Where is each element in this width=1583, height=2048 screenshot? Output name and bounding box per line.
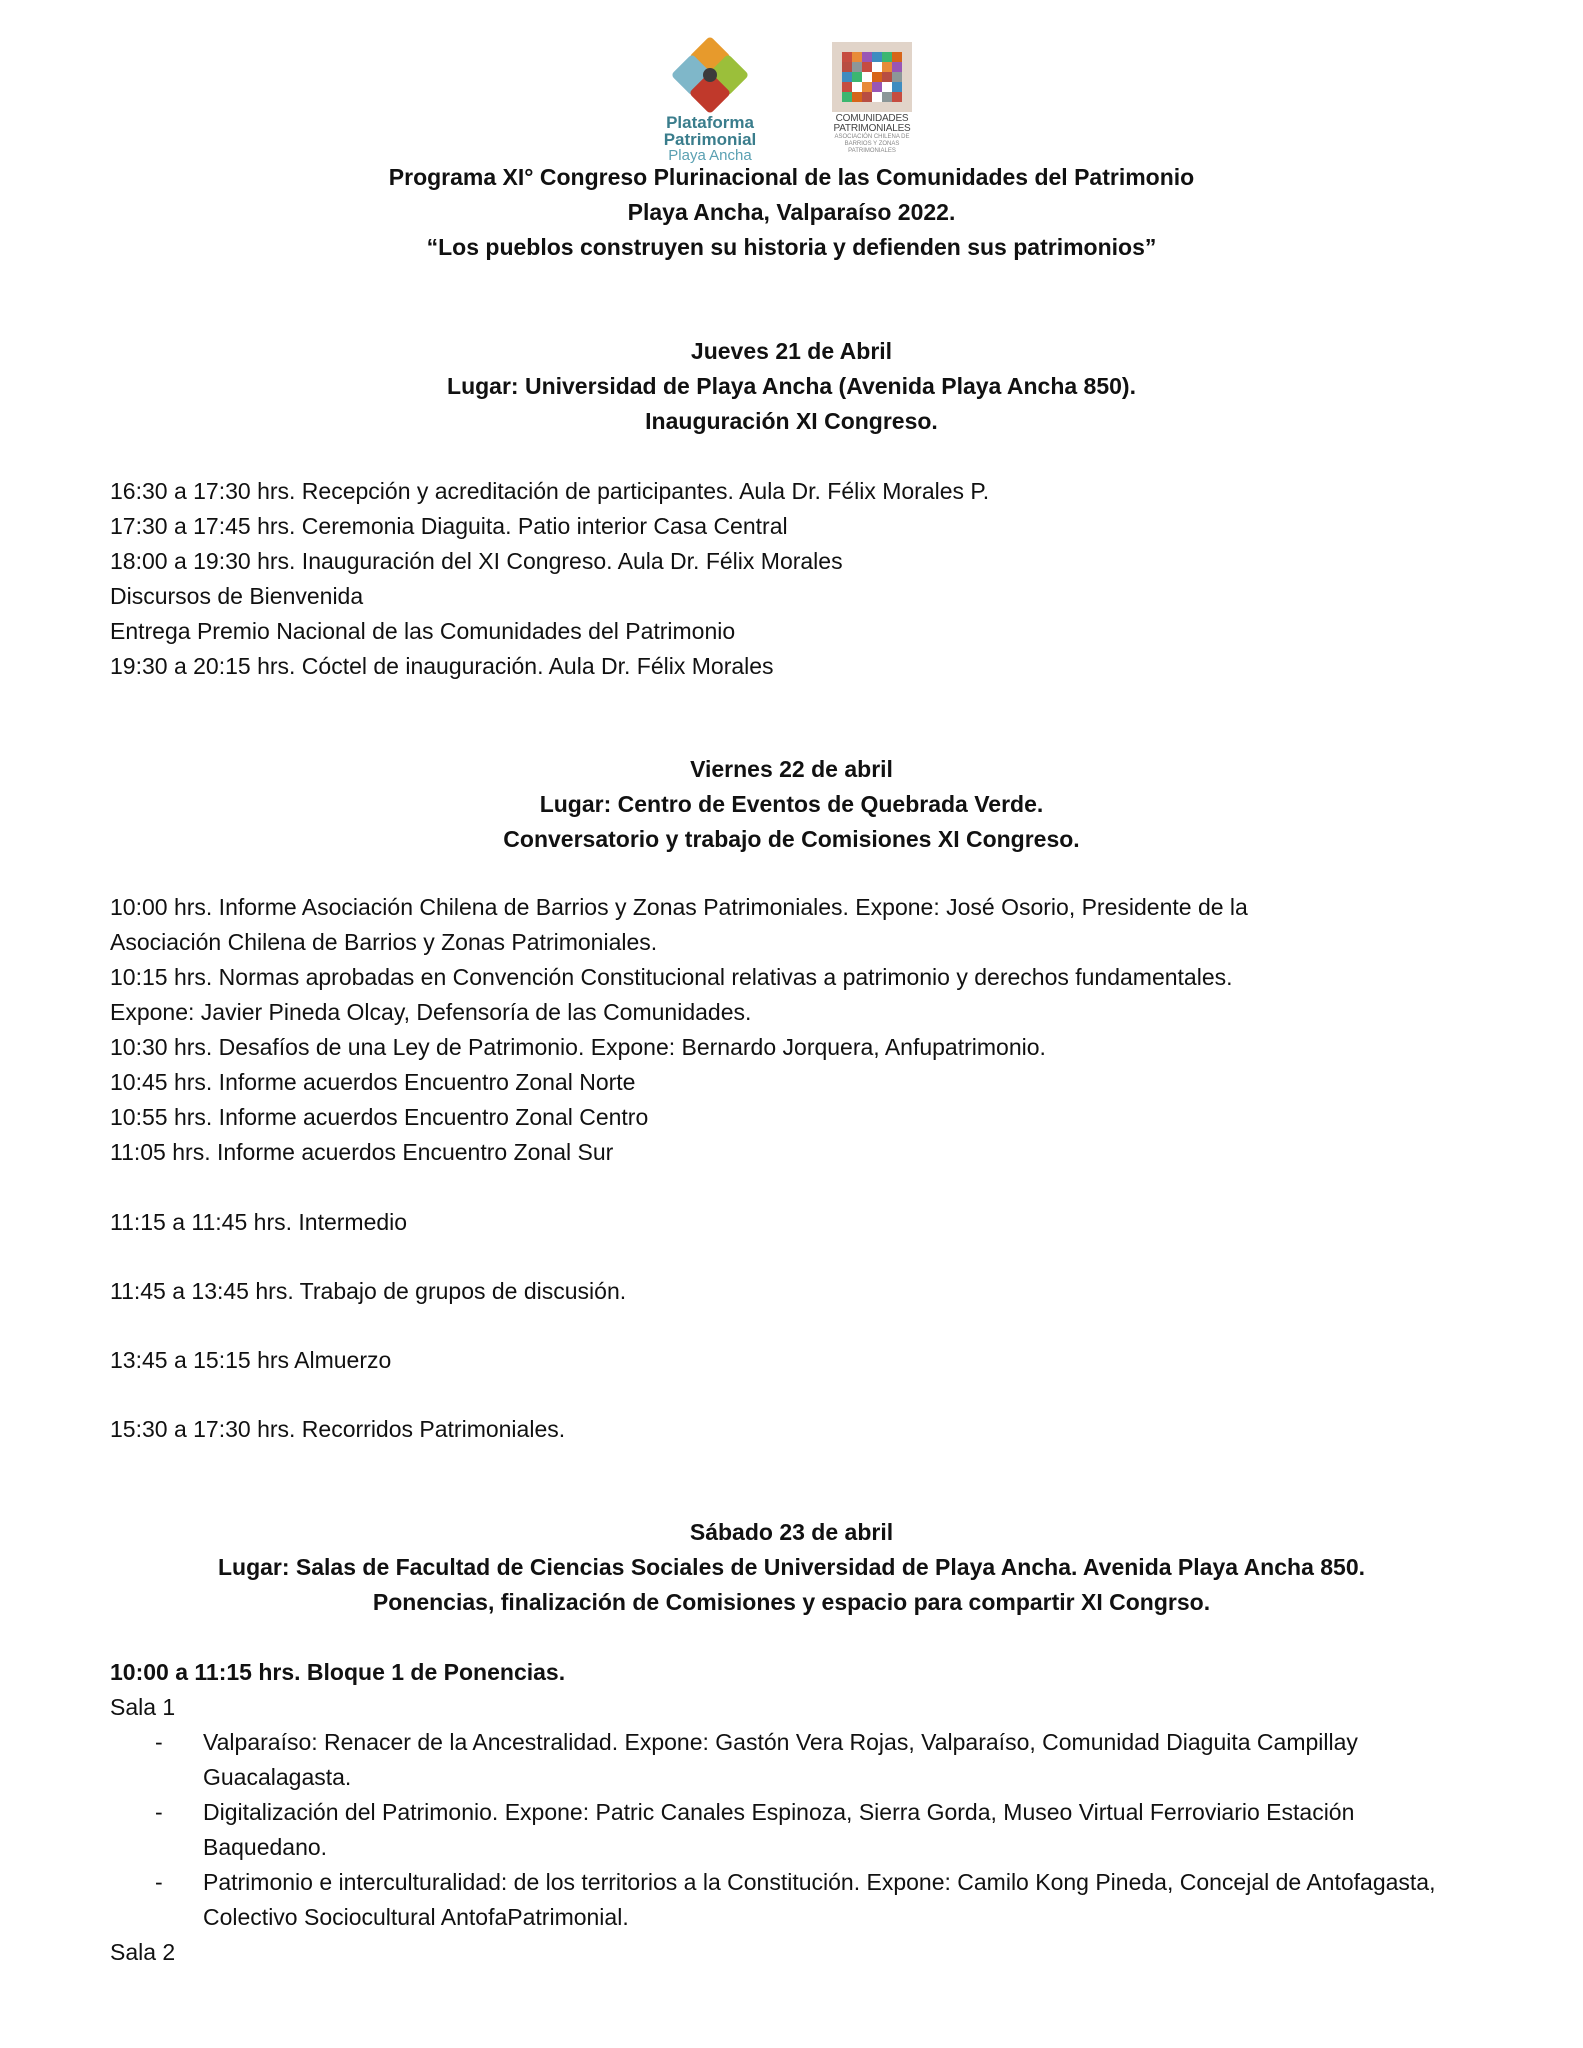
mosaic-cell xyxy=(842,42,852,52)
mosaic-cell xyxy=(872,72,882,82)
mosaic-cell xyxy=(902,42,912,52)
talk-item: Digitalización del Patrimonio. Expone: Patric Canales Espinoza, Sierra Gorda, Museo Virtual Ferroviario Estación Baquedano. xyxy=(203,1799,1355,1860)
day1-place: Lugar: Universidad de Playa Ancha (Avenida Playa Ancha 850). xyxy=(447,373,1136,399)
mosaic-cell xyxy=(902,92,912,102)
mosaic-cell xyxy=(892,72,902,82)
cut-off-line xyxy=(203,2030,843,2048)
mosaic-cell xyxy=(862,92,872,102)
mosaic-cell xyxy=(892,62,902,72)
schedule-item: 10:55 hrs. Informe acuerdos Encuentro Zonal Centro xyxy=(110,1104,649,1130)
schedule-groups: 11:45 a 13:45 hrs. Trabajo de grupos de discusión. xyxy=(110,1278,627,1304)
block1-heading: 10:00 a 11:15 hrs. Bloque 1 de Ponencias. xyxy=(110,1659,566,1685)
mosaic-cell xyxy=(882,42,892,52)
day2-subtitle: Conversatorio y trabajo de Comisiones XI Congreso. xyxy=(503,826,1080,852)
mosaic-cell xyxy=(892,52,902,62)
mosaic-cell xyxy=(842,82,852,92)
schedule-item: 16:30 a 17:30 hrs. Recepción y acreditación de participantes. Aula Dr. Félix Morales P. xyxy=(110,478,990,504)
mosaic-cell xyxy=(872,42,882,52)
schedule-item: Expone: Javier Pineda Olcay, Defensoría de las Comunidades. xyxy=(110,999,752,1025)
schedule-item: Asociación Chilena de Barrios y Zonas Patrimoniales. xyxy=(110,929,658,955)
bullet-dash: - xyxy=(155,1869,163,1895)
day3-place: Lugar: Salas de Facultad de Ciencias Sociales de Universidad de Playa Ancha. Avenida Playa Ancha 850. xyxy=(217,1554,1366,1580)
mosaic-cell xyxy=(902,62,912,72)
mosaic-cell xyxy=(892,102,902,112)
schedule-item: 18:00 a 19:30 hrs. Inauguración del XI Congreso. Aula Dr. Félix Morales xyxy=(110,548,843,574)
mosaic-cell xyxy=(892,92,902,102)
mosaic-cell xyxy=(842,92,852,102)
mosaic-icon xyxy=(830,40,914,114)
mosaic-cell xyxy=(872,102,882,112)
mosaic-cell xyxy=(882,92,892,102)
mosaic-cell xyxy=(882,72,892,82)
mosaic-cell xyxy=(902,82,912,92)
talk-item: Patrimonio e interculturalidad: de los territorios a la Constitución. Expone: Camilo Kong Pineda, Concejal de Antofagasta, Colectivo Sociocultural AntofaPatrimonial. xyxy=(203,1869,1436,1930)
schedule-item: 10:45 hrs. Informe acuerdos Encuentro Zonal Norte xyxy=(110,1069,636,1095)
document-motto: “Los pueblos construyen su historia y defienden sus patrimonios” xyxy=(426,234,1157,260)
day1-subtitle: Inauguración XI Congreso. xyxy=(645,408,938,434)
schedule-break: 11:15 a 11:45 hrs. Intermedio xyxy=(110,1209,408,1235)
mosaic-cell xyxy=(882,52,892,62)
mosaic-cell xyxy=(832,82,842,92)
plataforma-patrimonial-logo: Plataforma Patrimonial Playa Ancha xyxy=(655,40,765,158)
schedule-item: 10:15 hrs. Normas aprobadas en Convención Constitucional relativas a patrimonio y derechos fundamentales. xyxy=(110,964,1233,990)
logo-row xyxy=(0,40,1583,164)
mosaic-cell xyxy=(872,52,882,62)
mosaic-cell xyxy=(852,102,862,112)
schedule-item: 19:30 a 20:15 hrs. Cóctel de inauguración. Aula Dr. Félix Morales xyxy=(110,653,774,679)
talk-item: Valparaíso: Renacer de la Ancestralidad. Expone: Gastón Vera Rojas, Valparaíso, Comunidad Diaguita Campillay Guacalagasta. xyxy=(203,1729,1358,1790)
mosaic-cell xyxy=(862,42,872,52)
puzzle-icon xyxy=(675,40,745,110)
sala1-label: Sala 1 xyxy=(110,1694,176,1720)
bullet-dash: - xyxy=(155,1799,163,1825)
mosaic-cell xyxy=(842,62,852,72)
schedule-item: 10:00 hrs. Informe Asociación Chilena de Barrios y Zonas Patrimoniales. Expone: José Osorio, Presidente de la xyxy=(110,894,1248,920)
schedule-item: 17:30 a 17:45 hrs. Ceremonia Diaguita. Patio interior Casa Central xyxy=(110,513,788,539)
schedule-tours: 15:30 a 17:30 hrs. Recorridos Patrimoniales. xyxy=(110,1416,566,1442)
mosaic-cell xyxy=(902,52,912,62)
mosaic-cell xyxy=(832,62,842,72)
mosaic-cell xyxy=(832,92,842,102)
mosaic-cell xyxy=(892,82,902,92)
schedule-item: 10:30 hrs. Desafíos de una Ley de Patrimonio. Expone: Bernardo Jorquera, Anfupatrimonio. xyxy=(110,1034,1046,1060)
mosaic-cell xyxy=(842,72,852,82)
mosaic-cell xyxy=(862,62,872,72)
day3-subtitle: Ponencias, finalización de Comisiones y espacio para compartir XI Congrso. xyxy=(372,1589,1211,1615)
comunidades-patrimoniales-logo: COMUNIDADES PATRIMONIALES ASOCIACIÓN CHILENA DE BARRIOS Y ZONAS PATRIMONIALES xyxy=(822,40,922,158)
mosaic-cell xyxy=(892,42,902,52)
day2-title: Viernes 22 de abril xyxy=(690,756,893,782)
bullet-dash: - xyxy=(155,1729,163,1755)
sala2-label: Sala 2 xyxy=(110,1939,176,1965)
mosaic-cell xyxy=(832,102,842,112)
mosaic-cell xyxy=(882,62,892,72)
mosaic-cell xyxy=(862,102,872,112)
mosaic-cell xyxy=(852,52,862,62)
day1-title: Jueves 21 de Abril xyxy=(690,338,893,364)
document-title: Programa XI° Congreso Plurinacional de las Comunidades del Patrimonio xyxy=(388,164,1195,190)
mosaic-cell xyxy=(862,82,872,92)
document-subtitle: Playa Ancha, Valparaíso 2022. xyxy=(627,199,956,225)
mosaic-cell xyxy=(832,72,842,82)
schedule-item: Entrega Premio Nacional de las Comunidades del Patrimonio xyxy=(110,618,736,644)
mosaic-cell xyxy=(842,102,852,112)
mosaic-cell xyxy=(882,102,892,112)
mosaic-cell xyxy=(842,52,852,62)
schedule-item: Discursos de Bienvenida xyxy=(110,583,364,609)
mosaic-cell xyxy=(852,62,862,72)
mosaic-cell xyxy=(902,72,912,82)
mosaic-cell xyxy=(852,72,862,82)
day2-place: Lugar: Centro de Eventos de Quebrada Verde. xyxy=(539,791,1044,817)
mosaic-cell xyxy=(852,92,862,102)
day3-title: Sábado 23 de abril xyxy=(689,1519,894,1545)
mosaic-cell xyxy=(872,82,882,92)
schedule-item: 11:05 hrs. Informe acuerdos Encuentro Zonal Sur xyxy=(110,1139,614,1165)
mosaic-cell xyxy=(902,102,912,112)
schedule-lunch: 13:45 a 15:15 hrs Almuerzo xyxy=(110,1347,392,1373)
mosaic-cell xyxy=(832,52,842,62)
mosaic-cell xyxy=(852,42,862,52)
mosaic-cell xyxy=(832,42,842,52)
mosaic-cell xyxy=(862,52,872,62)
